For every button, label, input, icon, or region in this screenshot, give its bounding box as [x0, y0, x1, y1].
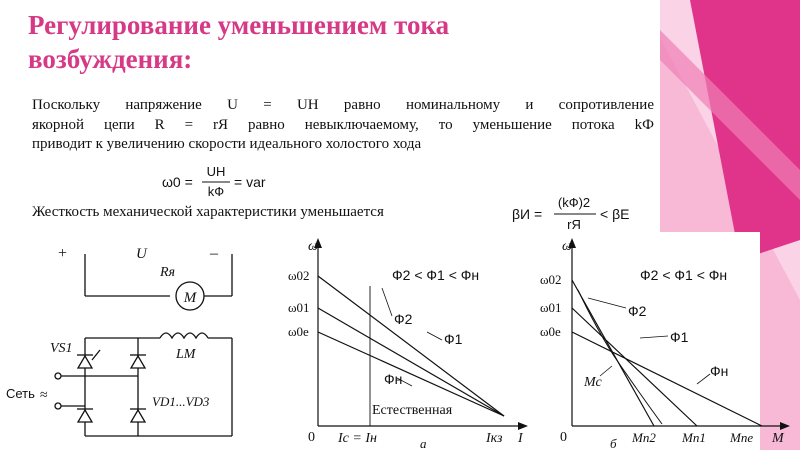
- formula1-numerator: UН: [206, 164, 226, 179]
- formula2-lhs: βИ =: [512, 206, 543, 222]
- graph-a-label-phi2: Ф2: [394, 311, 413, 327]
- formula1-rhs: = var: [234, 174, 266, 190]
- graph-b-x-tick-mp2: Mп2: [632, 430, 656, 445]
- graph-b-legend: Ф2 < Ф1 < Фн: [640, 267, 728, 283]
- graph-a-origin: 0: [308, 430, 315, 445]
- graph-a-y-label: ω: [308, 239, 318, 254]
- graph-a-tick-w01: ω01: [288, 300, 310, 315]
- graph-b-origin: 0: [560, 430, 567, 445]
- graph-b-leader-phin: [697, 374, 710, 384]
- graph-b-load-curve: [578, 290, 662, 424]
- formula2-rhs: < βЕ: [600, 206, 630, 222]
- diodes-label: VD1...VD3: [152, 394, 210, 409]
- graph-b-label-phi1: Ф1: [670, 329, 689, 345]
- title-line-1: Регулирование уменьшением тока: [28, 10, 450, 40]
- stiffness-formula: [510, 192, 640, 236]
- graph-a-legend: Ф2 < Ф1 < Фн: [392, 267, 480, 283]
- graph-b-tick-w0e: ω0е: [540, 324, 561, 339]
- graph-b-x-arrow: [780, 422, 790, 430]
- graph-b-label-mc: Мс: [584, 375, 602, 390]
- graph-b-leader-mc: [600, 366, 612, 376]
- terminal-1: [55, 373, 61, 379]
- paragraph-line-1: Поскольку напряжение U = UН равно номинальному и сопротивление: [32, 97, 654, 113]
- graph-a: [282, 236, 532, 450]
- graph-a-x-label: I: [518, 431, 523, 446]
- graph-a-leader-phi2: [382, 288, 392, 316]
- graph-b-tick-w01: ω01: [540, 300, 562, 315]
- net-symbol: ≈: [40, 388, 48, 403]
- diode-vd1: [131, 356, 145, 368]
- slide-title: [28, 8, 588, 76]
- circuit-diagram: [0, 236, 280, 450]
- formula1-lhs: ω0 =: [162, 174, 193, 190]
- stiffness-text: Жесткость механической характеристики уменьшается: [32, 204, 384, 220]
- voltage-u-label: U: [136, 246, 147, 262]
- graph-a-tick-w0e: ω0е: [288, 324, 309, 339]
- thyristor-gate: [92, 350, 100, 360]
- graph-b-label-phi2: Ф2: [628, 303, 647, 319]
- graph-b-leader-phi1: [640, 336, 668, 338]
- field-winding-lm: [160, 333, 208, 338]
- plus-label: +: [58, 245, 68, 262]
- graph-a-x-arrow: [518, 422, 528, 430]
- thyristor-vs1: [78, 356, 92, 368]
- graph-b: [532, 236, 794, 450]
- graph-a-tick-w02: ω02: [288, 268, 310, 283]
- graph-b-line-phi1: [572, 308, 697, 426]
- graph-b-sub-label: б: [610, 436, 617, 450]
- graph-a-x-tick-ic: Iс = Iн: [338, 431, 377, 446]
- title-line-2: возбуждения:: [28, 44, 193, 74]
- net-label: Сеть: [6, 386, 35, 401]
- field-winding-label: LM: [176, 347, 196, 362]
- graph-b-y-label: ω: [562, 239, 572, 254]
- graph-b-x-tick-mp1: Mп1: [682, 430, 706, 445]
- graph-b-label-phin: Фн: [710, 363, 729, 379]
- graph-a-sub-label: а: [420, 436, 427, 450]
- diode-vd3: [131, 410, 145, 422]
- motor-label: M: [183, 290, 197, 306]
- graph-a-natural-label: Естественная: [372, 403, 453, 418]
- paragraph-line-3: приводит к увеличению скорости идеального холостого хода: [32, 136, 422, 152]
- graph-b-tick-w02: ω02: [540, 272, 562, 287]
- diode-vd2: [78, 410, 92, 422]
- formula2-numerator: (kФ)2: [557, 195, 591, 210]
- formula1-denominator: kФ: [207, 184, 225, 199]
- thyristor-label: VS1: [50, 341, 73, 356]
- graph-a-label-phi1: Ф1: [444, 331, 463, 347]
- graph-a-line-phi2: [318, 276, 504, 416]
- graph-b-x-label: M: [772, 431, 784, 446]
- graph-a-x-tick-ikz: Iкз: [486, 431, 503, 446]
- resistance-label: Rя: [160, 265, 176, 280]
- idle-speed-formula: [160, 162, 300, 202]
- graph-b-x-tick-mpe: Mпе: [730, 430, 754, 445]
- graph-a-label-phin: Фн: [384, 371, 403, 387]
- minus-label: –: [210, 245, 218, 262]
- terminal-2: [55, 403, 61, 409]
- paragraph-line-2: якорной цепи R = rЯ равно невыключаемому, то уменьшение потока kФ: [32, 116, 654, 133]
- description-paragraph: [32, 96, 654, 155]
- graph-a-leader-phi1: [427, 332, 442, 340]
- graph-b-leader-phi2: [588, 298, 626, 308]
- formula2-denominator: rЯ: [567, 217, 581, 232]
